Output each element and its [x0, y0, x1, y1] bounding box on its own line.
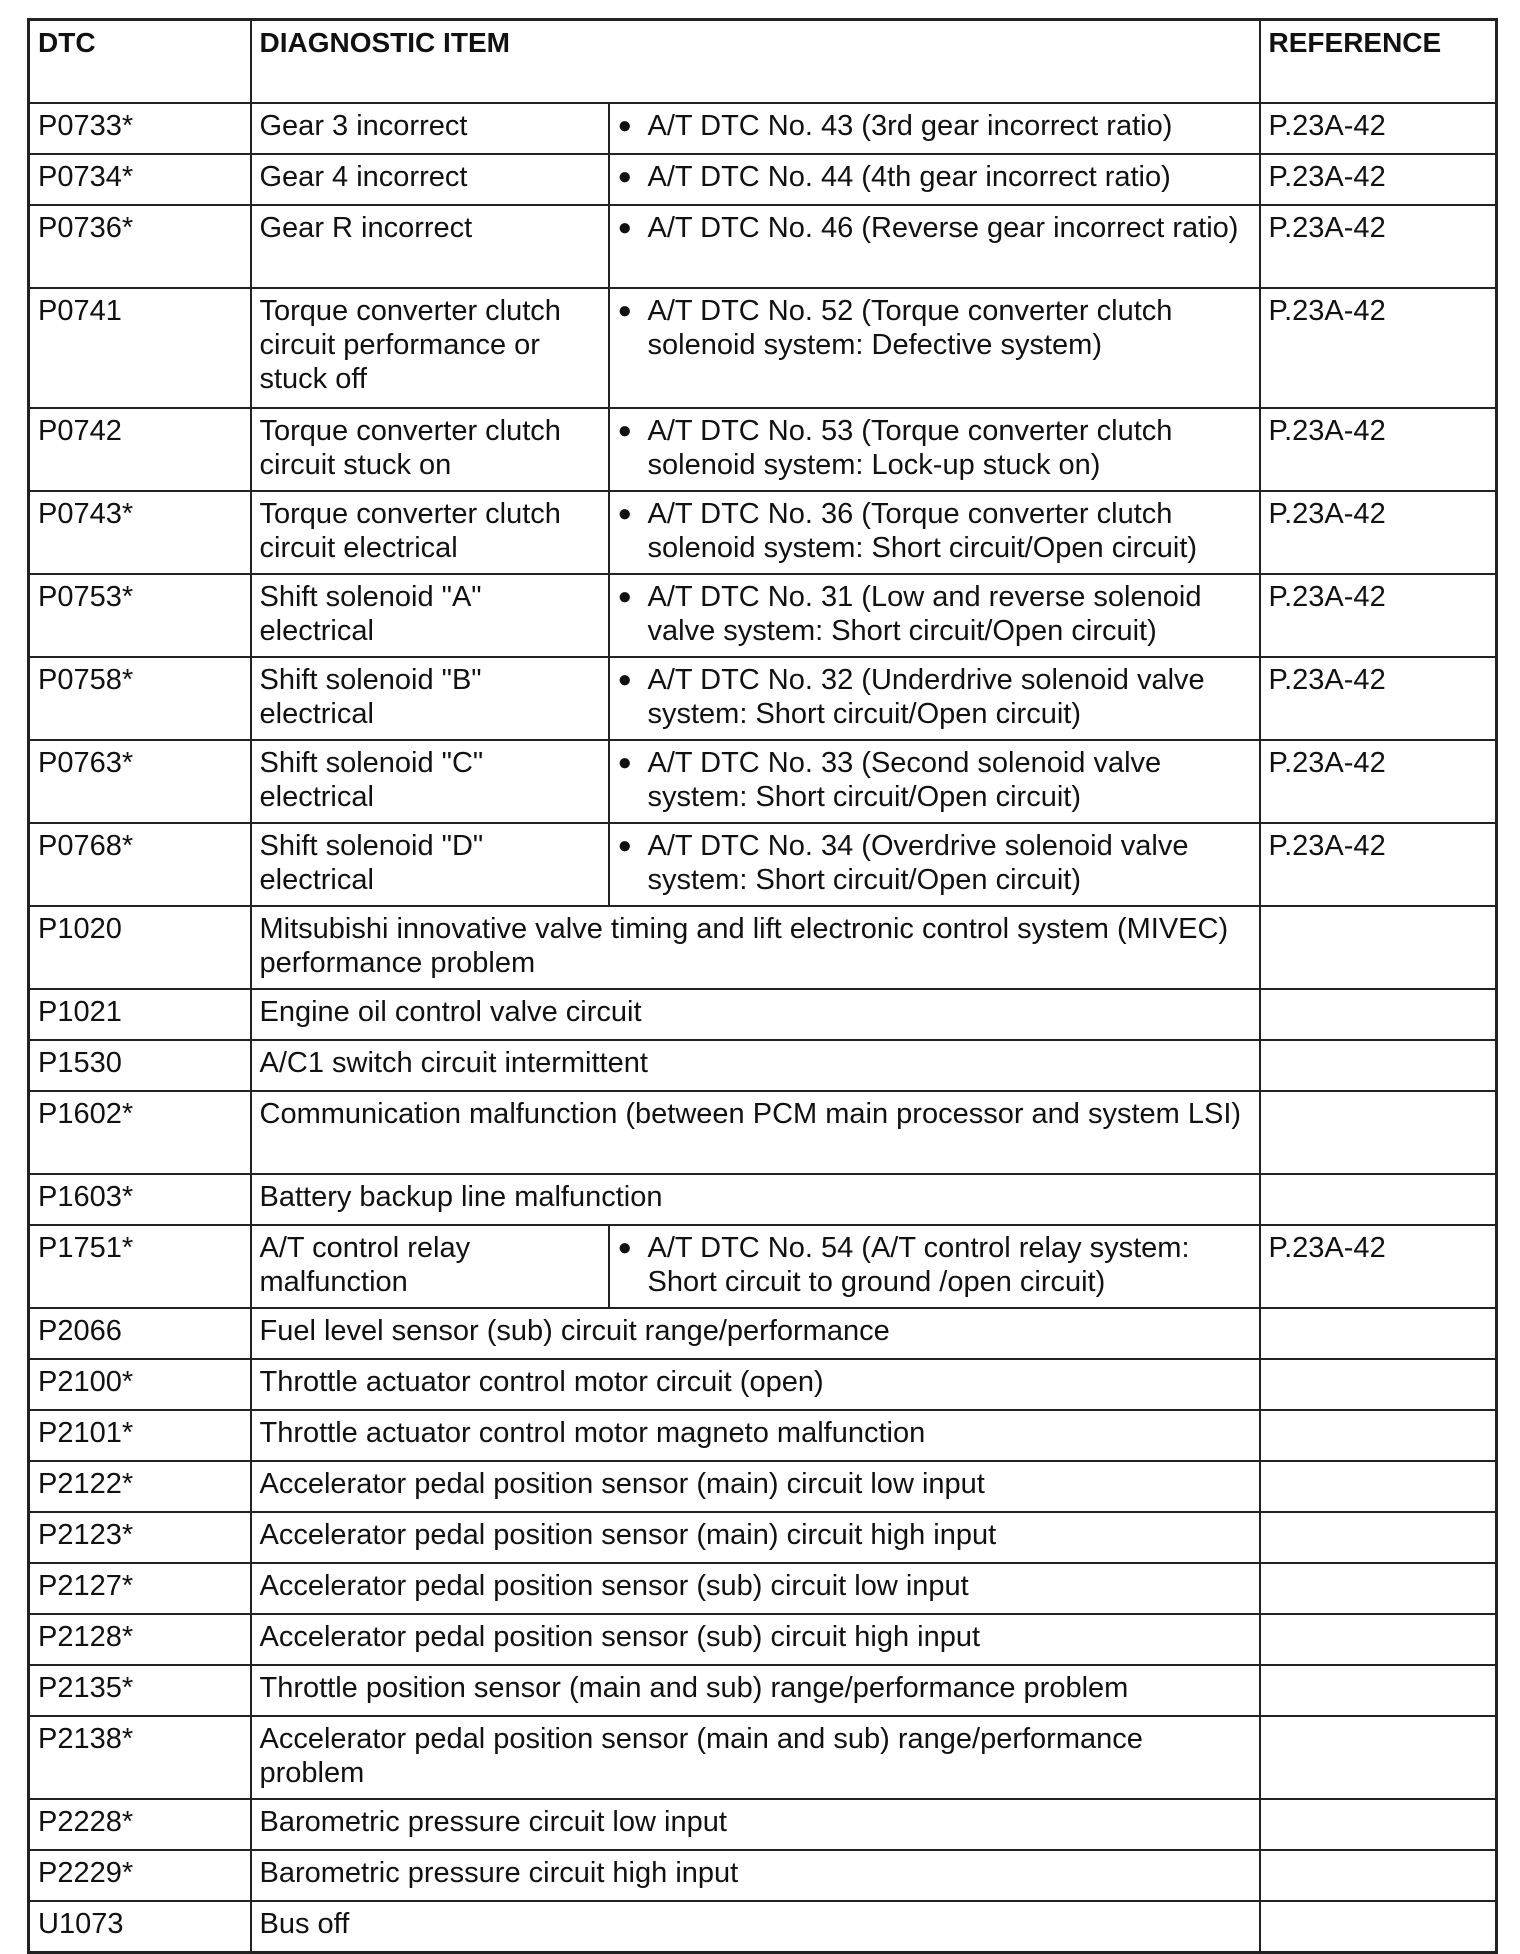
- detail-text: A/T DTC No. 33 (Second solenoid valve system: Short circuit/Open circuit): [647, 747, 1162, 813]
- table-row: [29, 1461, 1497, 1512]
- diagnostic-item: Torque converter clutch circuit performance or stuck off: [251, 288, 609, 408]
- dtc-code: P0753*: [29, 574, 251, 657]
- dtc-code: P2229*: [29, 1850, 251, 1901]
- table-row: [29, 823, 1497, 906]
- dtc-code: P0734*: [29, 154, 251, 205]
- bullet-icon: ●: [617, 666, 632, 693]
- dtc-code: P1603*: [29, 1174, 251, 1225]
- reference: [1260, 1665, 1497, 1716]
- detail-text: A/T DTC No. 54 (A/T control relay system: Short circuit to ground /open circuit): [647, 1232, 1190, 1298]
- table-row: [29, 740, 1497, 823]
- dtc-code: P2122*: [29, 1461, 251, 1512]
- table-row: [29, 1799, 1497, 1850]
- table-row: [29, 205, 1497, 288]
- header-reference: REFERENCE: [1260, 20, 1497, 104]
- table-row: [29, 1040, 1497, 1091]
- dtc-code: P0743*: [29, 491, 251, 574]
- table-row: [29, 154, 1497, 205]
- reference: [1260, 1461, 1497, 1512]
- bullet-icon: ●: [617, 112, 632, 139]
- dtc-code: P1021: [29, 989, 251, 1040]
- reference: [1260, 1901, 1497, 1953]
- dtc-code: P0736*: [29, 205, 251, 288]
- header-dtc: DTC: [29, 20, 251, 104]
- table-row: [29, 574, 1497, 657]
- diagnostic-item: Shift solenoid "C" electrical: [251, 740, 609, 823]
- bullet-icon: ●: [617, 297, 632, 324]
- diagnostic-item: Barometric pressure circuit low input: [251, 1799, 1260, 1850]
- detail-text: A/T DTC No. 43 (3rd gear incorrect ratio): [647, 110, 1173, 142]
- diagnostic-item: Accelerator pedal position sensor (sub) circuit low input: [251, 1563, 1260, 1614]
- diagnostic-item: Barometric pressure circuit high input: [251, 1850, 1260, 1901]
- reference: P.23A-42: [1260, 740, 1497, 823]
- dtc-code: P2100*: [29, 1359, 251, 1410]
- table-row: [29, 989, 1497, 1040]
- table-row: [29, 1614, 1497, 1665]
- diagnostic-item: Shift solenoid "A" electrical: [251, 574, 609, 657]
- diagnostic-detail: [609, 823, 1260, 906]
- reference: [1260, 989, 1497, 1040]
- diagnostic-item: Accelerator pedal position sensor (main) circuit high input: [251, 1512, 1260, 1563]
- diagnostic-item: Accelerator pedal position sensor (main and sub) range/performance problem: [251, 1716, 1260, 1799]
- dtc-code: P1530: [29, 1040, 251, 1091]
- reference: [1260, 1716, 1497, 1799]
- reference: [1260, 1410, 1497, 1461]
- header-diagnostic-item: DIAGNOSTIC ITEM: [251, 20, 1260, 104]
- table-row: [29, 1901, 1497, 1953]
- bullet-icon: ●: [617, 749, 632, 776]
- diagnostic-detail: [609, 103, 1260, 154]
- diagnostic-item: Fuel level sensor (sub) circuit range/performance: [251, 1308, 1260, 1359]
- diagnostic-item: Shift solenoid "B" electrical: [251, 657, 609, 740]
- diagnostic-item: Throttle actuator control motor circuit (open): [251, 1359, 1260, 1410]
- reference: P.23A-42: [1260, 154, 1497, 205]
- reference: [1260, 1512, 1497, 1563]
- dtc-code: P2128*: [29, 1614, 251, 1665]
- detail-text: A/T DTC No. 36 (Torque converter clutch solenoid system: Short circuit/Open circuit): [647, 498, 1198, 564]
- diagnostic-item: A/T control relay malfunction: [251, 1225, 609, 1308]
- reference: P.23A-42: [1260, 288, 1497, 408]
- dtc-code: P0768*: [29, 823, 251, 906]
- table-row: [29, 408, 1497, 491]
- dtc-code: P1020: [29, 906, 251, 989]
- reference: [1260, 1040, 1497, 1091]
- diagnostic-detail: [609, 408, 1260, 491]
- dtc-code: P2138*: [29, 1716, 251, 1799]
- table-row: [29, 657, 1497, 740]
- diagnostic-item: Torque converter clutch circuit stuck on: [251, 408, 609, 491]
- dtc-code: P0733*: [29, 103, 251, 154]
- table-row: [29, 1174, 1497, 1225]
- bullet-icon: ●: [617, 163, 632, 190]
- table-row: [29, 1308, 1497, 1359]
- dtc-code: P2135*: [29, 1665, 251, 1716]
- reference: [1260, 906, 1497, 989]
- detail-text: A/T DTC No. 32 (Underdrive solenoid valve system: Short circuit/Open circuit): [647, 664, 1205, 730]
- table-row: [29, 1410, 1497, 1461]
- detail-text: A/T DTC No. 44 (4th gear incorrect ratio): [647, 161, 1171, 193]
- diagnostic-item: Engine oil control valve circuit: [251, 989, 1260, 1040]
- dtc-code: U1073: [29, 1901, 251, 1953]
- bullet-icon: ●: [617, 1234, 632, 1261]
- dtc-code: P1602*: [29, 1091, 251, 1174]
- reference: P.23A-42: [1260, 657, 1497, 740]
- table-row: [29, 1716, 1497, 1799]
- reference: P.23A-42: [1260, 823, 1497, 906]
- diagnostic-item: Bus off: [251, 1901, 1260, 1953]
- table-row: [29, 1359, 1497, 1410]
- detail-text: A/T DTC No. 31 (Low and reverse solenoid valve system: Short circuit/Open circuit): [647, 581, 1202, 647]
- diagnostic-detail: [609, 1225, 1260, 1308]
- bullet-icon: ●: [617, 417, 632, 444]
- dtc-code: P2123*: [29, 1512, 251, 1563]
- table-header-row: [29, 20, 1497, 104]
- diagnostic-detail: [609, 657, 1260, 740]
- diagnostic-item: Throttle position sensor (main and sub) range/performance problem: [251, 1665, 1260, 1716]
- diagnostic-detail: [609, 288, 1260, 408]
- dtc-table: [27, 18, 1498, 1954]
- dtc-code: P2066: [29, 1308, 251, 1359]
- bullet-icon: ●: [617, 214, 632, 241]
- diagnostic-item: Gear 4 incorrect: [251, 154, 609, 205]
- table-row: [29, 1091, 1497, 1174]
- reference: [1260, 1799, 1497, 1850]
- diagnostic-item: Battery backup line malfunction: [251, 1174, 1260, 1225]
- reference: [1260, 1174, 1497, 1225]
- dtc-code: P0741: [29, 288, 251, 408]
- reference: P.23A-42: [1260, 103, 1497, 154]
- dtc-code: P2127*: [29, 1563, 251, 1614]
- diagnostic-item: A/C1 switch circuit intermittent: [251, 1040, 1260, 1091]
- reference: P.23A-42: [1260, 491, 1497, 574]
- bullet-icon: ●: [617, 500, 632, 527]
- table-row: [29, 1512, 1497, 1563]
- diagnostic-detail: [609, 205, 1260, 288]
- reference: [1260, 1091, 1497, 1174]
- table-row: [29, 906, 1497, 989]
- diagnostic-detail: [609, 491, 1260, 574]
- table-row: [29, 288, 1497, 408]
- detail-text: A/T DTC No. 53 (Torque converter clutch solenoid system: Lock-up stuck on): [647, 415, 1173, 481]
- diagnostic-detail: [609, 154, 1260, 205]
- diagnostic-item: Mitsubishi innovative valve timing and lift electronic control system (MIVEC) performance problem: [251, 906, 1260, 989]
- dtc-code: P0758*: [29, 657, 251, 740]
- reference: [1260, 1614, 1497, 1665]
- table-row: [29, 1563, 1497, 1614]
- diagnostic-item: Accelerator pedal position sensor (sub) circuit high input: [251, 1614, 1260, 1665]
- reference: P.23A-42: [1260, 574, 1497, 657]
- reference: [1260, 1850, 1497, 1901]
- diagnostic-item: Communication malfunction (between PCM main processor and system LSI): [251, 1091, 1260, 1174]
- reference: P.23A-42: [1260, 205, 1497, 288]
- reference: [1260, 1563, 1497, 1614]
- table-row: [29, 491, 1497, 574]
- detail-text: A/T DTC No. 46 (Reverse gear incorrect ratio): [647, 212, 1239, 244]
- reference: P.23A-42: [1260, 1225, 1497, 1308]
- reference: [1260, 1308, 1497, 1359]
- dtc-code: P2101*: [29, 1410, 251, 1461]
- dtc-code: P2228*: [29, 1799, 251, 1850]
- diagnostic-item: Shift solenoid "D" electrical: [251, 823, 609, 906]
- bullet-icon: ●: [617, 583, 632, 610]
- detail-text: A/T DTC No. 52 (Torque converter clutch solenoid system: Defective system): [647, 295, 1173, 361]
- diagnostic-detail: [609, 740, 1260, 823]
- diagnostic-detail: [609, 574, 1260, 657]
- table-row: [29, 1225, 1497, 1308]
- reference: [1260, 1359, 1497, 1410]
- dtc-code: P1751*: [29, 1225, 251, 1308]
- diagnostic-item: Gear 3 incorrect: [251, 103, 609, 154]
- diagnostic-item: Gear R incorrect: [251, 205, 609, 288]
- reference: P.23A-42: [1260, 408, 1497, 491]
- diagnostic-item: Torque converter clutch circuit electrical: [251, 491, 609, 574]
- table-row: [29, 1665, 1497, 1716]
- table-row: [29, 103, 1497, 154]
- detail-text: A/T DTC No. 34 (Overdrive solenoid valve system: Short circuit/Open circuit): [647, 830, 1189, 896]
- diagnostic-item: Throttle actuator control motor magneto malfunction: [251, 1410, 1260, 1461]
- dtc-code: P0742: [29, 408, 251, 491]
- bullet-icon: ●: [617, 832, 632, 859]
- table-row: [29, 1850, 1497, 1901]
- diagnostic-item: Accelerator pedal position sensor (main) circuit low input: [251, 1461, 1260, 1512]
- dtc-code: P0763*: [29, 740, 251, 823]
